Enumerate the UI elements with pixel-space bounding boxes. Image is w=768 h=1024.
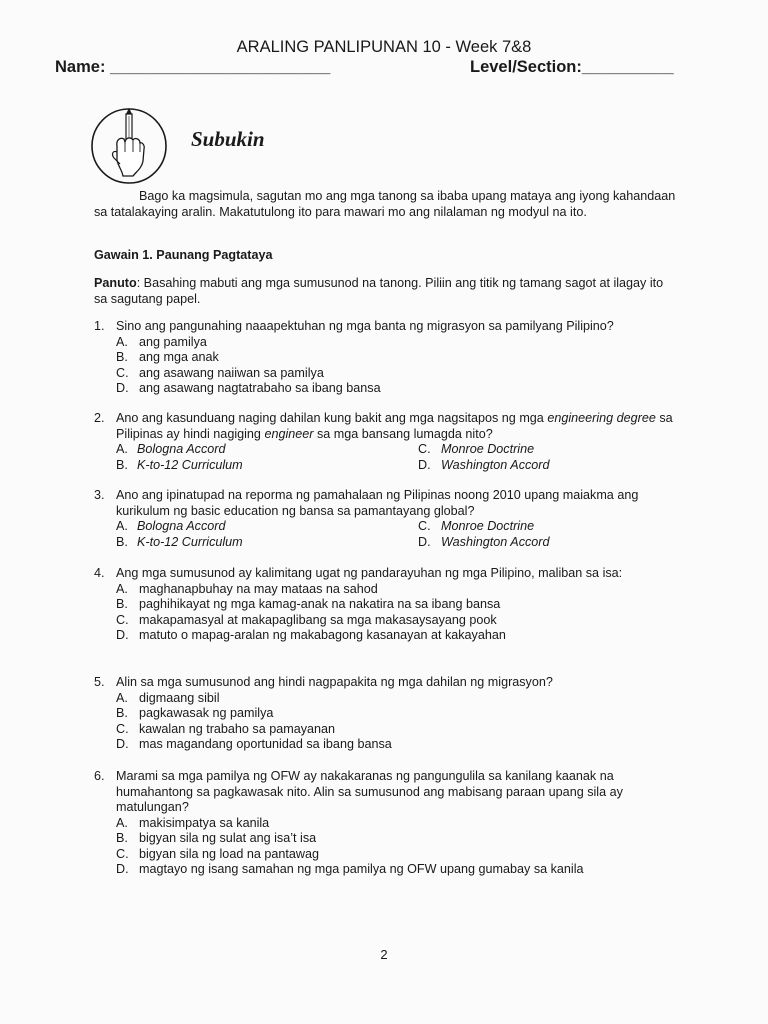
question-5: 5. Alin sa mga sumusunod ang hindi nagpapakita ng mga dahilan ng migrasyon? A. digmaang sibil B. pagkawasak ng pamilya C. kawalan ng trabaho sa pamayanan D. mas magandang oportunidad sa ibang bansa	[94, 675, 694, 753]
option-d[interactable]: D. mas magandang oportunidad sa ibang bansa	[116, 737, 392, 751]
hand-holding-pencil-icon	[89, 106, 169, 186]
option-d[interactable]: Washington Accord	[441, 534, 550, 549]
option-d[interactable]: Washington Accord	[441, 457, 550, 472]
option-c[interactable]: Monroe Doctrine	[441, 442, 535, 456]
option-a[interactable]: A. digmaang sibil	[116, 690, 220, 705]
option-a[interactable]: A. makisimpatya sa kanila	[116, 815, 270, 830]
page-number: 2	[380, 947, 388, 962]
option-b[interactable]: B. bigyan sila ng sulat ang isa’t isa	[116, 831, 317, 845]
instructions	[94, 275, 678, 307]
question-2: 2. Ano ang kasunduang naging dahilan kung bakit ang mga nagsitapos ng mga engineering degree sa Pilipinas ay hindi nagiging engineer sa mga bansang lumagda nito? A. Bologna Accord C. Monroe Doctrine B. K-to-12 Curriculum D. Washington Accord	[94, 411, 694, 473]
option-d[interactable]: D. matuto o mapag-aralan ng makabagong kasanayan at kakayahan	[116, 628, 506, 642]
question-stem: Ano ang ipinatupad na reporma ng pamahalaan ng Pilipinas noong 2010 upang maiakma ang kurikulum ng basic education ng bansa sa pamantayang global?	[116, 488, 639, 518]
question-6: 6. Marami sa mga pamilya ng OFW ay nakakaranas ng pangungulila sa kanilang kaanak na humahantong sa pagkawasak nito. Alin sa sumusunod ang mabisang paraan upang sila ay matulungan? A. makisimpatya sa kanila B. bigyan sila ng sulat ang isa’t isa C. bigyan sila ng load na pantawag D. magtayo ng isang samahan ng mga pamilya ng OFW upang gumabay sa kanila	[94, 769, 694, 878]
option-c[interactable]: C. bigyan sila ng load na pantawag	[116, 846, 319, 861]
option-a[interactable]: A. ang pamilya	[116, 334, 207, 349]
question-4: 4. Ang mga sumusunod ay kalimitang ugat ng pandarayuhan ng mga Pilipino, maliban sa isa: A. maghanapbuhay na may mataas na sahod B. paghihikayat ng mga kamag-anak na nakatira na sa ibang bansa C. makapamasyal at makapaglibang sa mga makasaysayang pook D. matuto o mapag-aralan ng makabagong kasanayan at kakayahan	[94, 566, 694, 644]
option-d[interactable]: D. ang asawang nagtatrabaho sa ibang bansa	[116, 381, 381, 395]
question-stem: Sino ang pangunahing naaapektuhan ng mga banta ng migrasyon sa pamilyang Pilipino?	[116, 319, 614, 333]
activity-title: Gawain 1. Paunang Pagtataya	[94, 248, 273, 262]
section-field-label: Level/Section:__________	[470, 58, 674, 76]
option-b[interactable]: K-to-12 Curriculum	[137, 534, 243, 549]
question-stem: Ang mga sumusunod ay kalimitang ugat ng pandarayuhan ng mga Pilipino, maliban sa isa:	[116, 566, 623, 580]
section-title: Subukin	[191, 127, 265, 151]
option-d[interactable]: D. magtayo ng isang samahan ng mga pamilya ng OFW upang gumabay sa kanila	[116, 862, 584, 876]
option-c[interactable]: Monroe Doctrine	[441, 519, 535, 533]
option-b[interactable]: B. ang mga anak	[116, 350, 219, 364]
option-b[interactable]: B. paghihikayat ng mga kamag-anak na nakatira na sa ibang bansa	[116, 597, 501, 611]
option-a[interactable]: Bologna Accord	[137, 442, 226, 456]
question-stem: Alin sa mga sumusunod ang hindi nagpapakita ng mga dahilan ng migrasyon?	[116, 675, 553, 689]
option-c[interactable]: C. kawalan ng trabaho sa pamayanan	[116, 721, 336, 736]
option-c[interactable]: C. ang asawang naiiwan sa pamilya	[116, 365, 324, 380]
question-stem: Marami sa mga pamilya ng OFW ay nakakaranas ng pangungulila sa kanilang kaanak na humahantong sa pagkawasak nito. Alin sa sumusunod ang mabisang paraan upang sila ay matulungan?	[116, 769, 623, 814]
option-c[interactable]: C. makapamasyal at makapaglibang sa mga makasaysayang pook	[116, 612, 497, 627]
question-3: 3. Ano ang ipinatupad na reporma ng pamahalaan ng Pilipinas noong 2010 upang maiakma ang kurikulum ng basic education ng bansa sa pamantayang global? A. Bologna Accord C. Monroe Doctrine B. K-to-12 Curriculum D. Washington Accord	[94, 488, 694, 550]
question-1: 1. Sino ang pangunahing naaapektuhan ng mga banta ng migrasyon sa pamilyang Pilipino? A. ang pamilya B. ang mga anak C. ang asawang naiiwan sa pamilya D. ang asawang nagtatrabaho sa ibang bansa	[94, 319, 694, 397]
name-field-label: Name: ________________________	[55, 58, 331, 76]
document-title: ARALING PANLIPUNAN 10 - Week 7&8	[236, 38, 532, 56]
instructions-label: Panuto	[94, 276, 137, 290]
option-b[interactable]: K-to-12 Curriculum	[137, 457, 243, 472]
intro-paragraph: Bago ka magsimula, sagutan mo ang mga tanong sa ibaba upang mataya ang iyong kahandaan sa tatalakaying aralin. Makatutulong ito para mawari mo ang nilalaman ng modyul na ito.	[94, 189, 676, 219]
option-b[interactable]: B. pagkawasak ng pamilya	[116, 706, 274, 720]
question-stem: Ano ang kasunduang naging dahilan kung bakit ang mga nagsitapos ng mga engineering degree sa Pilipinas ay hindi nagiging engineer sa mga bansang lumagda nito?	[116, 411, 673, 441]
instructions-text: : Basahing mabuti ang mga sumusunod na tanong. Piliin ang titik ng tamang sagot at ilagay ito sa sagutang papel.	[94, 276, 664, 306]
option-a[interactable]: A. maghanapbuhay na may mataas na sahod	[116, 581, 378, 596]
option-a[interactable]: Bologna Accord	[137, 519, 226, 533]
